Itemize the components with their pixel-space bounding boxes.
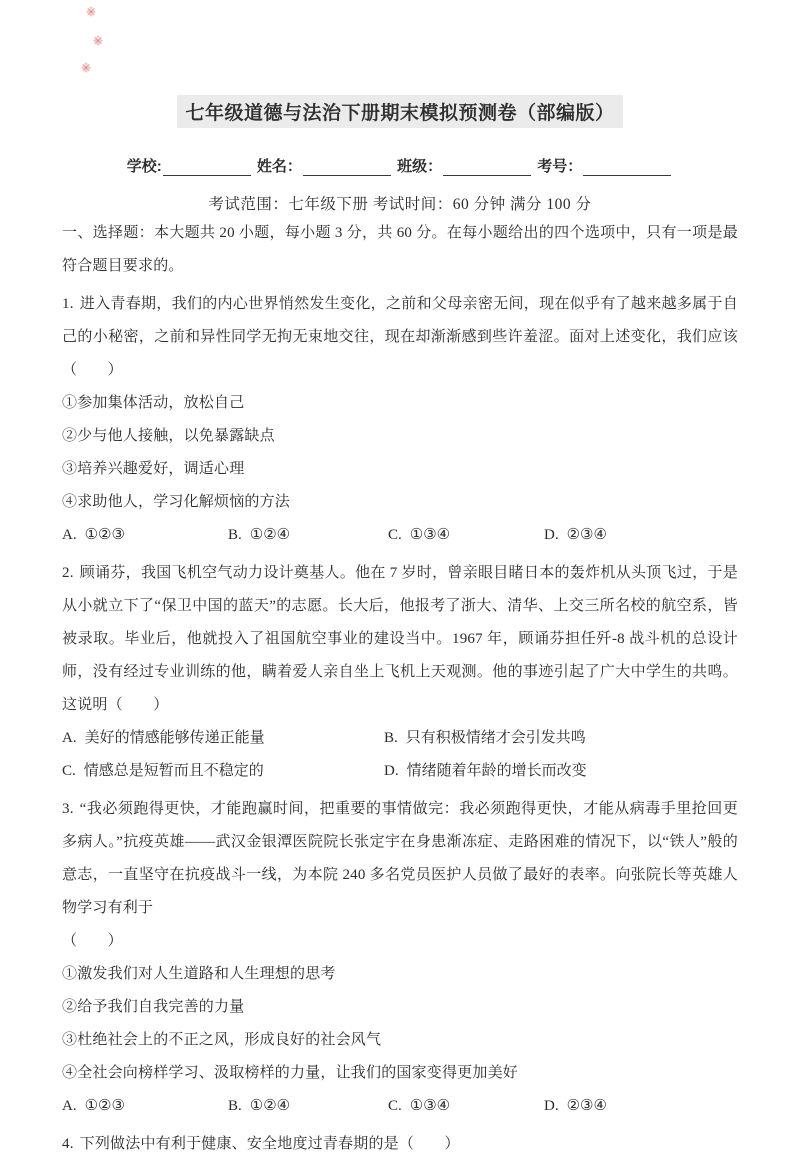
question-3-number: 3. [62, 801, 74, 817]
question-4-stem [62, 1128, 738, 1161]
title-row [62, 95, 738, 128]
class-field [397, 155, 533, 176]
option-a-text: ①②③ [84, 1098, 125, 1114]
question-1-stem-text: 进入青春期，我们的内心世界悄然发生变化，之前和父母亲密无间，现在似乎有了越来越多属于自己的小秘密，之前和异性同学无拘无束地交往，现在却渐渐感到些许羞涩。面对上述变化，我们应该（ ） [62, 296, 738, 378]
question-2-stem [62, 557, 738, 722]
question-2-stem-text: 顾诵芬，我国飞机空气动力设计奠基人。他在 7 岁时，曾亲眼目睹日本的轰炸机从头顶飞过，于是从小就立下了“保卫中国的蓝天”的志愿。长大后，他报考了浙大、清华、上交三所名校的航空系，皆被录取。毕业后，他就投入了祖国航空事业的建设当中。1967 年，顾诵芬担任歼-8 战斗机的总设计师，没有经过专业训练的他，瞒着爱人亲自坐上飞机上天观测。他的事迹引起了广大中学生的共鸣。这说明（ ） [62, 565, 738, 713]
exam-number-label: 考号： [537, 158, 583, 175]
question-3-subitem: ②给予我们自我完善的力量 [62, 999, 245, 1015]
question-1-subitem: ④求助他人，学习化解烦恼的方法 [62, 494, 291, 510]
option-c-text: ①③④ [409, 1098, 451, 1114]
school-label: 学校: [126, 158, 162, 175]
option-a [62, 722, 384, 755]
question-1 [62, 288, 738, 552]
question-3-stem-tail: （ ） [62, 933, 123, 949]
option-c [388, 519, 544, 552]
option-b [228, 519, 388, 552]
question-3 [62, 793, 738, 1123]
option-d-text: ②③④ [566, 527, 607, 543]
option-b-label: B. [228, 527, 242, 543]
question-3-subitem: ④全社会向榜样学习、汲取榜样的力量，让我们的国家变得更加美好 [62, 1065, 519, 1081]
section-one-heading: 一、选择题：本大题共 20 小题，每小题 3 分，共 60 分。在每小题给出的四个选项中，只有一项是最符合题目要求的。 [62, 225, 738, 274]
class-blank [443, 160, 531, 176]
option-a [62, 1090, 228, 1123]
option-c-label: C. [388, 1098, 402, 1114]
class-label: 班级： [397, 158, 443, 175]
question-1-subitem: ②少与他人接触，以免暴露缺点 [62, 428, 275, 444]
option-c-text: 情感总是短暂而且不稳定的 [83, 763, 264, 779]
option-b-text: ①②④ [249, 527, 291, 543]
option-d [544, 1090, 738, 1123]
question-1-stem [62, 288, 738, 387]
question-2-options [62, 722, 738, 788]
option-d-label: D. [544, 1098, 559, 1114]
option-c-label: C. [62, 763, 76, 779]
option-c-label: C. [388, 527, 402, 543]
option-a-label: A. [62, 527, 77, 543]
question-3-options [62, 1090, 738, 1123]
school-blank [163, 160, 251, 176]
question-1-options [62, 519, 738, 552]
student-info-line [62, 155, 738, 176]
question-4 [62, 1128, 738, 1161]
red-stamp-mark: ※ [86, 5, 97, 19]
option-b [384, 722, 738, 755]
page-title: 七年级道德与法治下册期末模拟预测卷（部编版） [177, 95, 622, 128]
question-2-number: 2. [62, 565, 74, 581]
option-a-label: A. [62, 1098, 77, 1114]
option-a-text: ①②③ [84, 527, 125, 543]
option-b-text: ①②④ [249, 1098, 291, 1114]
option-b-text: 只有积极情绪才会引发共鸣 [405, 730, 586, 746]
red-stamp-mark: ※ [93, 34, 104, 48]
option-a [62, 519, 228, 552]
red-stamp-mark: ※ [81, 61, 92, 75]
exam-number-blank [583, 160, 671, 176]
question-1-subitem: ①参加集体活动，放松自己 [62, 395, 245, 411]
option-d-label: D. [544, 527, 559, 543]
option-c [62, 755, 384, 788]
question-1-number: 1. [62, 296, 74, 312]
option-b-label: B. [384, 730, 398, 746]
question-4-stem-text: 下列做法中有利于健康、安全地度过青春期的是（ ） [79, 1136, 460, 1152]
option-d [544, 519, 738, 552]
option-d-label: D. [384, 763, 399, 779]
question-3-stem [62, 793, 738, 925]
name-label: 姓名： [256, 158, 302, 175]
option-c-text: ①③④ [409, 527, 451, 543]
option-a-text: 美好的情感能够传递正能量 [84, 730, 265, 746]
option-c [388, 1090, 544, 1123]
option-b [228, 1090, 388, 1123]
option-a-label: A. [62, 730, 77, 746]
option-b-label: B. [228, 1098, 242, 1114]
question-1-subitem: ③培养兴趣爱好，调适心理 [62, 461, 245, 477]
question-4-number: 4. [62, 1136, 74, 1152]
name-field [257, 155, 393, 176]
option-d-text: 情绪随着年龄的增长而改变 [406, 763, 587, 779]
question-3-stem-text: “我必须跑得更快，才能跑赢时间，把重要的事情做完：我必须跑得更快，才能从病毒手里抢回更多病人。”抗疫英雄——武汉金银潭医院院长张定宇在身患渐冻症、走路困难的情况下，以“铁人”般的意志，一直坚守在抗疫战斗一线，为本院 240 多名党员医护人员做了最好的表率。向张院长等英雄人物学习有利于 [62, 801, 738, 916]
question-3-subitem: ③杜绝社会上的不正之风，形成良好的社会风气 [62, 1032, 382, 1048]
question-3-subitem: ①激发我们对人生道路和人生理想的思考 [62, 966, 336, 982]
school-field [127, 155, 253, 176]
exam-meta: 考试范围：七年级下册 考试时间：60 分钟 满分 100 分 [208, 196, 592, 213]
name-blank [303, 160, 391, 176]
option-d [384, 755, 738, 788]
question-2 [62, 557, 738, 788]
exam-number-field [537, 155, 673, 176]
option-d-text: ②③④ [566, 1098, 607, 1114]
